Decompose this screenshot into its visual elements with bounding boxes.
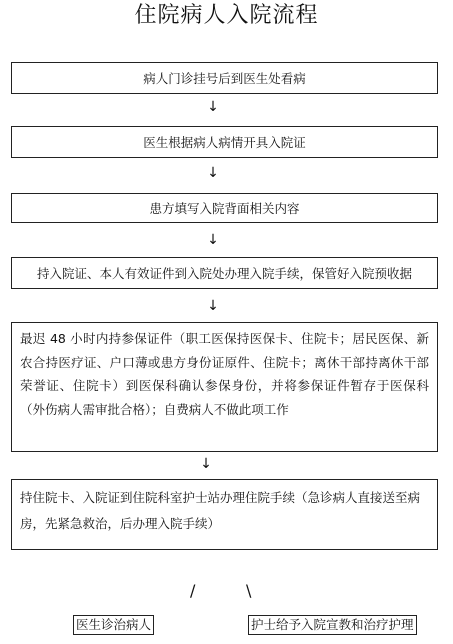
arrow-down-icon: ↓ (207, 99, 219, 115)
outcome-doctor-box: 医生诊治病人 (73, 615, 154, 635)
step-2-box: 医生根据病人病情开具入院证 (11, 126, 438, 158)
arrow-down-icon: ↓ (200, 456, 212, 472)
step-5-box: 最迟 48 小时内持参保证件（职工医保持医保卡、住院卡；居民医保、新农合持医疗证、户口薄或患方身份证原件、住院卡；离休干部持离休干部荣誉证、住院卡）到医保科确认参保身份，并将参保证件暂存于医保科（外伤病人需审批合格）；自费病人不做此项工作 (11, 322, 438, 452)
step-4-box: 持入院证、本人有效证件到入院处办理入院手续，保管好入院预收据 (11, 257, 438, 289)
step-3-box: 患方填写入院背面相关内容 (11, 193, 438, 223)
branch-left-line: / (190, 581, 196, 600)
arrow-down-icon: ↓ (207, 165, 219, 181)
arrow-down-icon: ↓ (207, 232, 219, 248)
outcome-nurse-box: 护士给予入院宣教和治疗护理 (248, 615, 417, 635)
branch-right-line: \ (246, 581, 252, 600)
step-1-box: 病人门诊挂号后到医生处看病 (11, 62, 438, 94)
page-title: 住院病人入院流程 (134, 3, 319, 28)
step-6-box: 持住院卡、入院证到住院科室护士站办理住院手续（急诊病人直接送至病房，先紧急救治，后办理入院手续） (11, 479, 438, 550)
arrow-down-icon: ↓ (207, 298, 219, 314)
